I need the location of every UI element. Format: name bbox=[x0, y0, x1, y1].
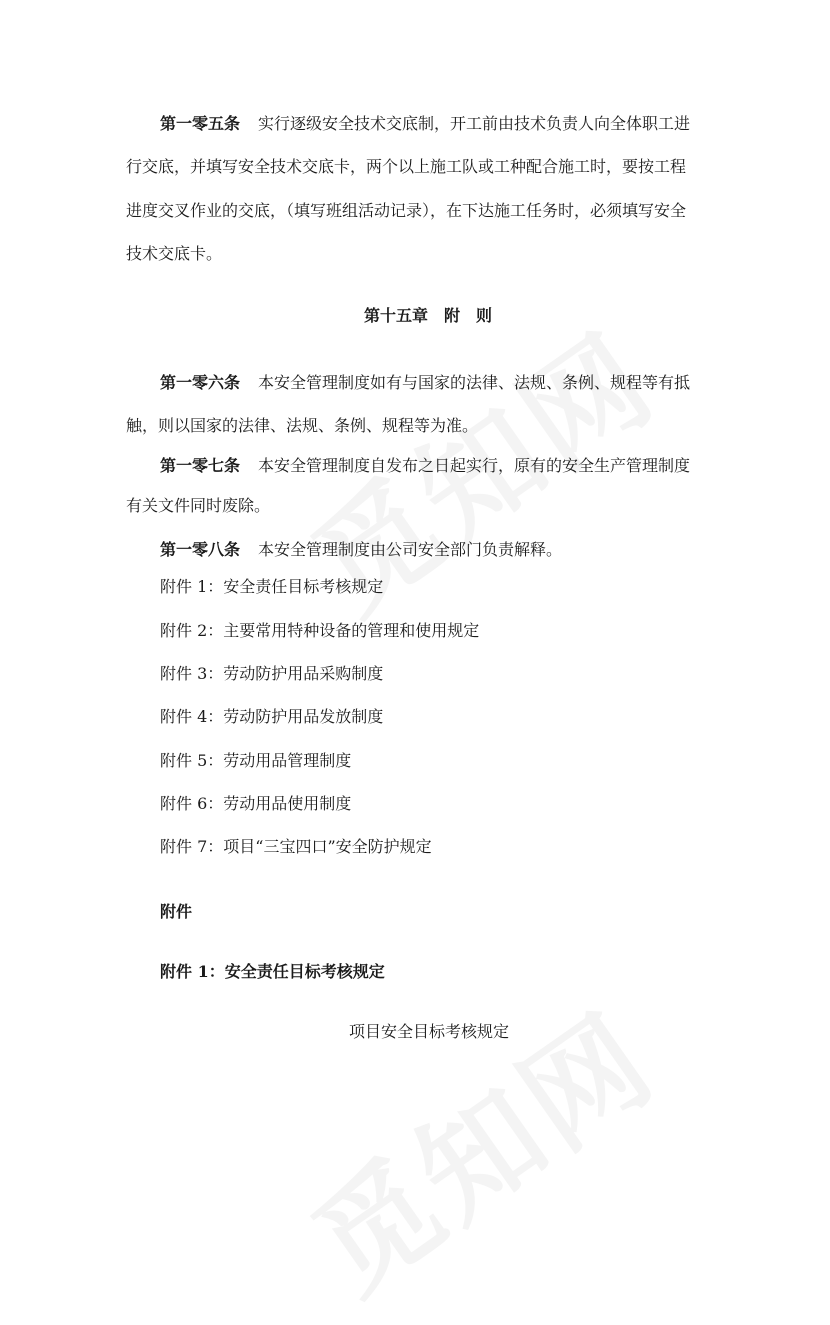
article-106-line-1 bbox=[160, 373, 690, 393]
article-107-line-2: 有关文件同时废除。 bbox=[126, 496, 271, 515]
article-106-line-2: 触，则以国家的法律、法规、条例、规程等为准。 bbox=[126, 416, 479, 435]
document-subtitle: 项目安全目标考核规定 bbox=[349, 1022, 510, 1041]
attachment-list-item: 附件 7：项目“三宝四口”安全防护规定 bbox=[160, 837, 432, 856]
attachment-list-item: 附件 4：劳动防护用品发放制度 bbox=[160, 707, 384, 726]
article-107-title: 第一零七条 bbox=[160, 456, 241, 475]
chapter-heading: 第十五章 附 则 bbox=[364, 306, 493, 325]
attachment-list-item: 附件 1：安全责任目标考核规定 bbox=[160, 577, 384, 596]
article-105-line-2: 行交底，并填写安全技术交底卡，两个以上施工队或工种配合施工时，要按工程 bbox=[126, 157, 687, 176]
article-106-text: 本安全管理制度如有与国家的法律、法规、条例、规程等有抵 bbox=[258, 373, 691, 392]
article-105-line-1 bbox=[160, 114, 690, 134]
attachment-list-item: 附件 5：劳动用品管理制度 bbox=[160, 751, 352, 770]
attachment-list-item: 附件 2：主要常用特种设备的管理和使用规定 bbox=[160, 621, 480, 640]
article-105-text: 实行逐级安全技术交底制，开工前由技术负责人向全体职工进 bbox=[258, 114, 691, 133]
article-108-title: 第一零八条 bbox=[160, 540, 241, 559]
appendix-heading: 附件 bbox=[160, 902, 193, 921]
article-105-line-3: 进度交叉作业的交底，（填写班组活动记录），在下达施工任务时，必须填写安全 bbox=[126, 201, 687, 220]
article-108-line-1 bbox=[160, 540, 562, 560]
watermark bbox=[275, 967, 683, 1325]
attachment-list-item: 附件 3：劳动防护用品采购制度 bbox=[160, 664, 384, 683]
article-108-text: 本安全管理制度由公司安全部门负责解释。 bbox=[258, 540, 563, 559]
article-107-line-1 bbox=[160, 456, 690, 476]
article-105-line-4: 技术交底卡。 bbox=[126, 244, 223, 263]
article-106-title: 第一零六条 bbox=[160, 373, 241, 392]
article-107-text: 本安全管理制度自发布之日起实行，原有的安全生产管理制度 bbox=[258, 456, 691, 475]
appendix-1-heading: 附件 1：安全责任目标考核规定 bbox=[160, 962, 385, 981]
attachment-list-item: 附件 6：劳动用品使用制度 bbox=[160, 794, 352, 813]
article-105-title: 第一零五条 bbox=[160, 114, 241, 133]
